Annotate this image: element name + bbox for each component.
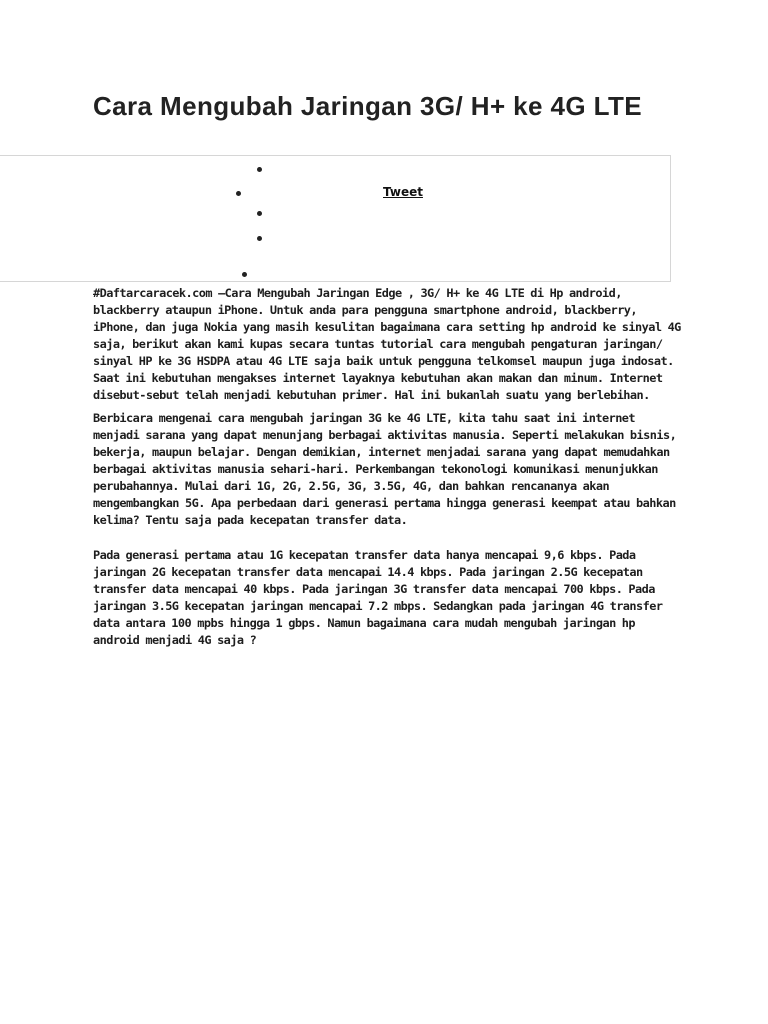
share-list-bullet — [257, 236, 262, 241]
share-list-bullet — [257, 167, 262, 172]
share-list-bullet — [236, 191, 241, 196]
article-paragraph: Pada generasi pertama atau 1G kecepatan transfer data hanya mencapai 9,6 kbps. Pada jaringan 2G kecepatan transfer data mencapai 14.4 kbps. Pada jaringan 2.5G kecepatan transfer data mencapai 40 kbps. Pada jaringan 3G transfer data mencapai 700 kbps. Pada jaringan 3.5G kecepatan jaringan mencapai 7.2 mbps. Sedangkan pada jaringan 4G transfer data antara 100 mpbs hingga 1 gbps. Namun bagaimana cara mudah mengubah jaringan hp android menjadi 4G saja ? — [93, 548, 663, 647]
share-list-bullet — [257, 211, 262, 216]
article-paragraph: Berbicara mengenai cara mengubah jaringan 3G ke 4G LTE, kita tahu saat ini internet menjadi sarana yang dapat menunjang berbagai aktivitas manusia. Seperti melakukan bisnis, bekerja, maupun belajar. Dengan demikian, internet menjadai sarana yang dapat memudahkan berbagai aktivitas manusia sehari-hari. Perkembangan tekonologi komunikasi menunjukkan perubahannya. Mulai dari 1G, 2G, 2.5G, 3G, 3.5G, 4G, dan bahkan rencananya akan mengembangkan 5G. Apa perbedaan dari generasi pertama hingga generasi keempat atau bahkan kelima? Tentu saja pada kecepatan transfer data. — [93, 411, 677, 527]
share-list-bullet — [242, 272, 247, 277]
article-body — [93, 285, 683, 649]
tweet-button[interactable]: Tweet — [383, 185, 423, 199]
share-buttons-box — [0, 155, 671, 282]
page-title: Cara Mengubah Jaringan 3G/ H+ ke 4G LTE — [93, 91, 642, 121]
article-paragraph: #Daftarcaracek.com –Cara Mengubah Jaringan Edge , 3G/ H+ ke 4G LTE di Hp android, blackberry ataupun iPhone. Untuk anda para pengguna smartphone android, blackberry, iPhone, dan juga Nokia yang masih kesulitan bagaimana cara setting hp android ke sinyal 4G saja, berikut akan kami kupas secara tuntas tutorial cara mengubah pengaturan jaringan/ sinyal HP ke 3G HSDPA atau 4G LTE saja baik untuk pengguna telkomsel maupun juga indosat. Saat ini kebutuhan mengakses internet layaknya kebutuhan akan makan dan minum. Internet disebut-sebut telah menjadi kebutuhan primer. Hal ini bukanlah suatu yang berlebihan. — [93, 286, 681, 402]
